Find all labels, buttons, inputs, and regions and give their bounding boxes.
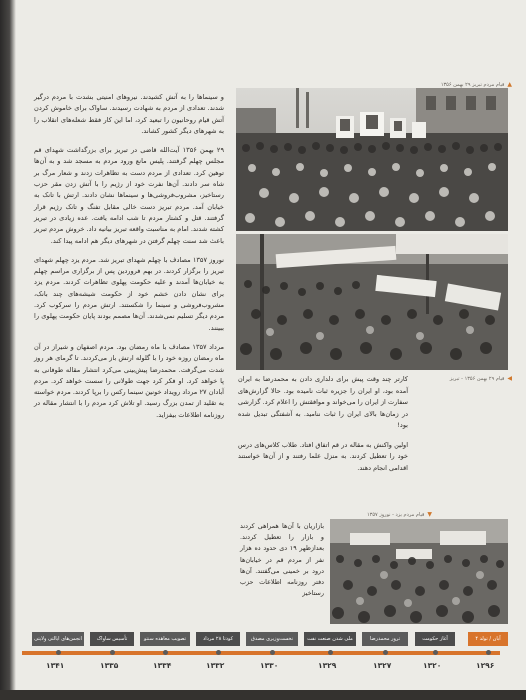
photo-caption-top: ▲قیام مردم تبریز ۲۹ بهمن ۱۳۵۶ bbox=[440, 81, 512, 88]
paragraph: ۲۹ بهمن ۱۳۵۶ آیت‌الله قاضی در تبریز برای بزرگداشت شهدای قم مجلس چهلم گرفتند. پلیس مانع ورود مردم به مسجد شد و به آن‌ها توهین کرد. تعدادی از مردم دست به تظاهرات زدند و شعار مرگ بر شاه سر دادند. آن‌ها نفرت خود از رژیم را با آتش زدن مقر حزب رستاخیز، مشروب‌فروشی‌ها و سینماها نشان دادند. ارتش با تانک به خیابان آمد. مردم تبریز دست خالی مقابل تفنگ و تانک رژیم قرار گرفتند. قتل و کشتار مردم تا شب ادامه یافت. عده زیادی در تبریز کشته شدند. امام به مناسبت واقعه تبریز بیانیه داد. خروش مردم تبریز باعث شد سنت چهلم گرفتن در شهرهای دیگر هم ادامه پیدا کند. bbox=[34, 146, 224, 245]
book-gutter bbox=[0, 0, 16, 700]
paragraph: نوروز ۱۳۵۷ مصادف با چهلم شهدای تبریز شد. مردم یزد چهلم شهدای تبریز را برگزار کردند. در بهم فروردین پس از برگزاری مراسم چهلم به خیابان‌ها آمدند و علیه حکومت پهلوی تظاهرات کردند. مردم یزد برای نشان دادن خشم خود از حکومت شیشه‌های چند بانک، مشروب‌فروشی و سینما را شکستند. ارتش مردم را سرکوب کرد. مردم دیگر تسلیم نمی‌شدند. آن‌ها مصمم بودند پایان حکومت پهلوی را ببینند. bbox=[34, 255, 224, 332]
protest-crowd-photo-banners bbox=[236, 234, 508, 370]
timeline-event-label: کودتا ۲۸ مرداد bbox=[196, 632, 240, 646]
timeline-dot bbox=[56, 650, 61, 655]
timeline-event-label: ۴ آبان / تولد bbox=[468, 632, 508, 646]
timeline-year: ۱۳۲۰ bbox=[423, 661, 442, 670]
timeline-dot bbox=[486, 650, 491, 655]
timeline-dot bbox=[383, 650, 388, 655]
timeline-year: ۱۳۴۱ bbox=[46, 661, 65, 670]
timeline-year: ۱۳۳۲ bbox=[206, 661, 225, 670]
protest-crowd-photo-yazd bbox=[330, 519, 508, 624]
paragraph: و سینماها را به آتش کشیدند. نیروهای امنیتی بشدت با مردم درگیر شدند. تعدادی از مردم به شهادت رسیدند. ساواک برای خاموش کردن آتش قیام روحانیون را تبعید کرد، اما این کار فقط شعله‌های انقلاب را به شهرهای دیگر کشور کشاند. bbox=[34, 93, 224, 135]
timeline-dot bbox=[433, 650, 438, 655]
photo-caption-tabriz: ◀قیام ۲۹ بهمن ۱۳۵۶ - تبریز bbox=[449, 375, 512, 382]
timeline-year: ۱۳۲۹ bbox=[318, 661, 337, 670]
paragraph: کارتر چند وقت پیش برای دلداری دادن به محمدرضا به ایران آمده بود، او ایران را جزیره ثبات نامیده بود. حالا گزارش‌های سفارت از ایران را می‌خواند و موافقتش را اعلام کرد. گزارشی در زمان‌ها بالای ایران را ثبات ننامید. به آشفتگی تبدیل شده بود! bbox=[238, 375, 408, 429]
timeline-event-label: آغاز حکومت bbox=[415, 632, 455, 646]
protest-crowd-photo-top bbox=[236, 88, 508, 231]
timeline-event-label: تصویب معاهده سنتو bbox=[140, 632, 190, 646]
left-text-column bbox=[34, 92, 224, 429]
timeline-year: ۱۳۳۰ bbox=[260, 661, 279, 670]
timeline-event-label: انجمن‌های ایالتی ولایتی bbox=[32, 632, 84, 646]
right-small-text bbox=[240, 521, 324, 607]
timeline-dot bbox=[216, 650, 221, 655]
paragraph: بازاریان با آن‌ها همراهی کردند و بازار را تعطیل کردند. بعدازظهر ۱۹ دی حدود ده هزار نفر از مردم قم در خیابان‌ها درود بر خمینی می‌گفتند. آن‌ها دفتر روزنامه اطلاعات حزب رستاخیز bbox=[240, 522, 324, 598]
timeline-axis bbox=[22, 651, 500, 655]
page-bottom-edge bbox=[0, 690, 526, 700]
timeline-event-label: نخست‌وزیری مصدق bbox=[246, 632, 298, 646]
timeline-event-label: ملی شدن صنعت نفت bbox=[304, 632, 356, 646]
timeline-year: ۱۳۳۴ bbox=[153, 661, 172, 670]
timeline-dot bbox=[270, 650, 275, 655]
timeline-event-label: تأسیس ساواک bbox=[90, 632, 134, 646]
timeline-year: ۱۳۲۷ bbox=[373, 661, 392, 670]
timeline-dot bbox=[163, 650, 168, 655]
timeline-dot bbox=[328, 650, 333, 655]
paragraph: اولین واکنش به مقاله در قم اتفاق افتاد. طلاب کلاس‌های درس خود را تعطیل کردند. به منزل علما رفتند و از آن‌ها خواستند اقدامی انجام دهند. bbox=[238, 440, 408, 472]
timeline-year: ۱۳۳۵ bbox=[100, 661, 119, 670]
paragraph: مرداد ۱۳۵۷ مصادف با ماه رمضان بود. مردم اصفهان و شیراز در آن ماه رمضان روزه خود را با گلوله ارتش باز می‌کردند. تا گرمای هر روز شدت می‌گرفت. محمدرضا پیش‌بینی می‌کرد انتشار مقاله طوفانی به پا خواهد کرد. او فکر کرد جهت طولانی را سست خواهد کرد. مردم آبادان ۲۷ مرداد رویداد خونین سینما رکس را برپا کردند. مردم خواسته به تقلید از تمدن بزرگ رسید. او تلاش کرد مردم را با انتشار مقاله در روزنامه اطلاعات بیفزاید. bbox=[34, 342, 224, 419]
timeline-event-label: ترور محمدرضا bbox=[362, 632, 408, 646]
timeline-year: ۱۲۹۶ bbox=[476, 661, 495, 670]
timeline-dot bbox=[110, 650, 115, 655]
photo-caption-yazd: ▼قیام مردم یزد - نوروز ۱۳۵۷ bbox=[367, 511, 432, 518]
right-text-column bbox=[238, 374, 408, 482]
